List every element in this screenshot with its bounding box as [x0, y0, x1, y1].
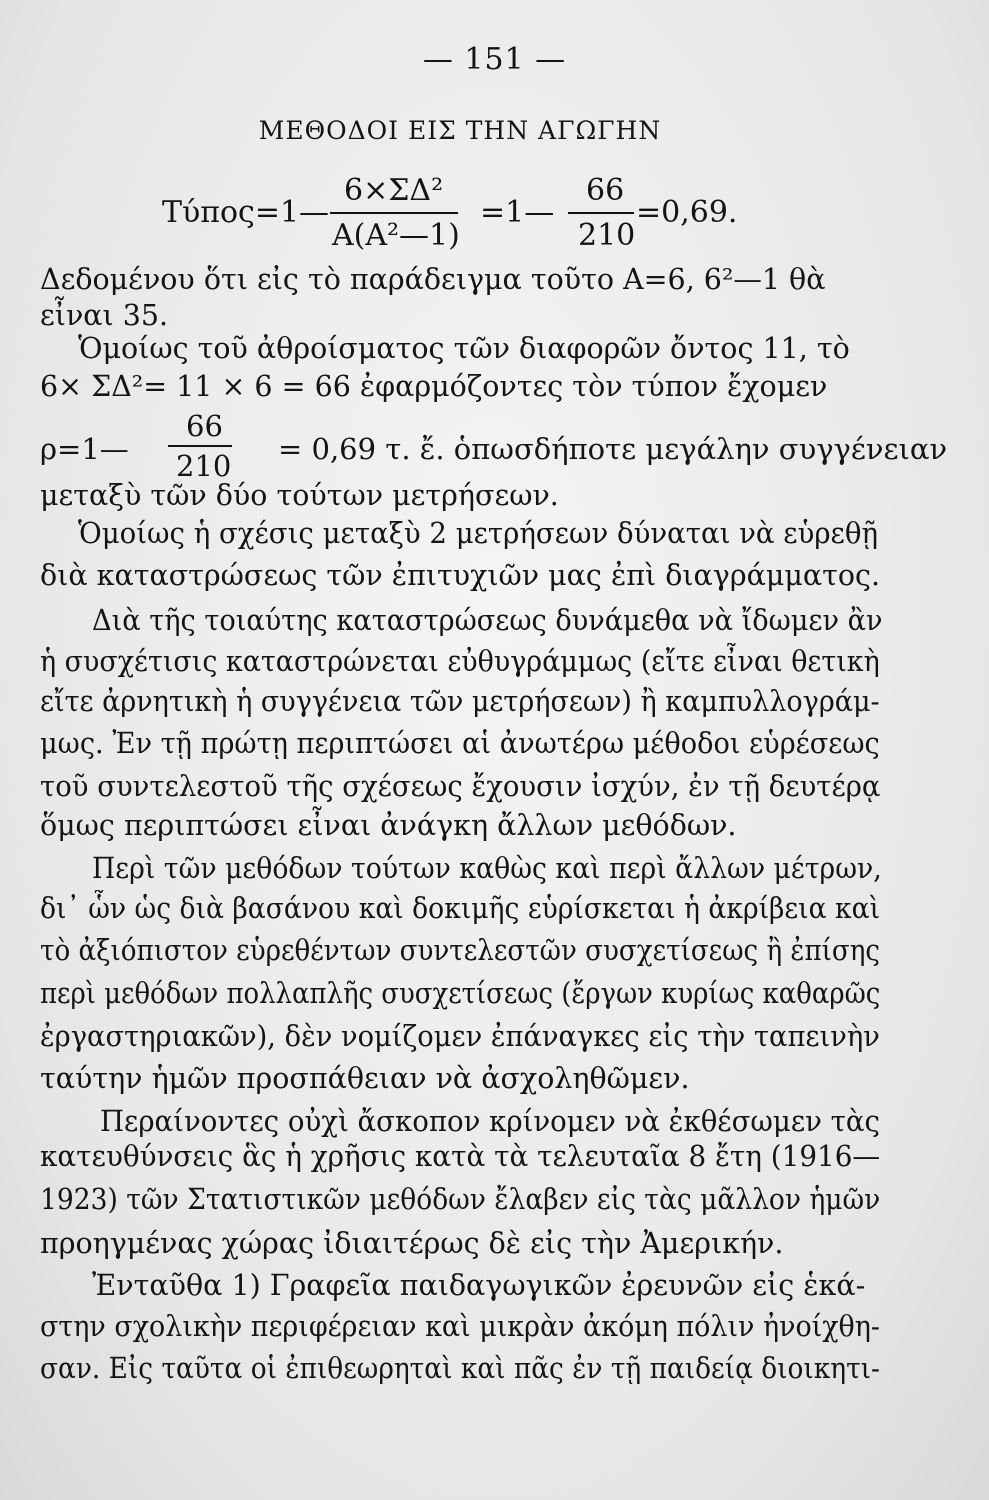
text-line: εἶναι 35. — [40, 299, 169, 332]
text-line: ἡ συσχέτισις καταστρώνεται εὐθυγράμμως (εἴτε εἶναι θετικὴ — [40, 645, 880, 678]
text-line: 1923) τῶν Στατιστικῶν μεθόδων ἔλαβεν εἰς τὰς μᾶλλον ἡμῶν — [40, 1183, 881, 1216]
fraction-bar — [330, 212, 458, 214]
fraction-bar-2 — [568, 212, 634, 214]
text-line: ἐργαστηριακῶν), δὲν νομίζομεν ἐπάναγκες εἰς τὴν ταπεινὴν — [40, 1020, 880, 1053]
formula-rho — [40, 405, 948, 485]
text-line: εἴτε ἀρνητικὴ ἡ συγγένεια τῶν μετρήσεων) ἢ καμπυλλογράμ- — [40, 685, 880, 718]
text-line: Δεδομένου ὅτι εἰς τὸ παράδειγμα τοῦτο Α=6, 6²—1 θὰ — [40, 263, 826, 296]
formula-numerator: 6×ΣΔ² — [344, 173, 444, 208]
text-line: στην σχολικὴν περιφέρειαν καὶ μικρὰν ἀκόμη πόλιν ἠνοίχθη- — [40, 1310, 880, 1343]
text-line: κατευθύνσεις ἃς ἡ χρῆσις κατὰ τὰ τελευταῖα 8 ἔτη (1916— — [40, 1140, 881, 1173]
formula-result: =0,69. — [636, 195, 738, 230]
text-line: τοῦ συντελεστοῦ τῆς σχέσεως ἔχουσιν ἰσχύν, ἐν τῇ δευτέρᾳ — [40, 770, 881, 803]
text-line: προηγμένας χώρας ἰδιαιτέρως δὲ εἰς τὴν Ἀμερικήν. — [40, 1227, 784, 1260]
formula-main — [162, 170, 882, 260]
rho-denominator: 210 — [176, 449, 232, 483]
text-line: Ἐνταῦθα 1) Γραφεῖα παιδαγωγικῶν ἐρευνῶν εἰς ἑκά- — [92, 1269, 866, 1302]
formula-numerator-2: 66 — [586, 173, 625, 208]
text-line: μεταξὺ τῶν δύο τούτων μετρήσεων. — [40, 479, 559, 512]
text-line: περὶ μεθόδων πολλαπλῆς συσχετίσεως (ἔργων κυρίως καθαρῶς — [40, 977, 881, 1010]
text-line: Περὶ τῶν μεθόδων τούτων καθὼς καὶ περὶ ἄλλων μέτρων, — [92, 852, 882, 885]
running-title: ΜΕΘΟΔΟΙ ΕΙΣ ΤΗΝ ΑΓΩΓΗΝ — [258, 116, 662, 145]
text-line: διὰ καταστρώσεως τῶν ἐπιτυχιῶν μας ἐπὶ διαγράμματος. — [40, 559, 881, 592]
text-line: ὅμως περιπτώσει εἶναι ἀνάγκη ἄλλων μεθόδων. — [40, 809, 737, 842]
text-line: τὸ ἀξιόπιστον εὑρεθέντων συντελεστῶν συσχετίσεως ἢ ἐπίσης — [40, 934, 881, 967]
text-line: Διὰ τῆς τοιαύτης καταστρώσεως δυνάμεθα νὰ ἴδωμεν ἂν — [92, 604, 883, 637]
formula-denominator: Α(Α²—1) — [332, 218, 460, 253]
formula-lhs: Τύπος=1— — [162, 195, 330, 230]
rho-lhs: ρ=1— — [40, 432, 129, 466]
rho-rest: = 0,69 τ. ἔ. ὁπωσδήποτε μεγάλην συγγένειαν — [278, 432, 948, 466]
rho-numerator: 66 — [186, 409, 223, 443]
text-line: μως. Ἐν τῇ πρώτῃ περιπτώσει αἱ ἀνωτέρω μέθοδοι εὑρέσεως — [40, 727, 880, 760]
text-line: Ὁμοίως ἡ σχέσις μεταξὺ 2 μετρήσεων δύναται νὰ εὑρεθῇ — [78, 517, 878, 550]
text-line: δι᾽ ὧν ὡς διὰ βασάνου καὶ δοκιμῆς εὑρίσκεται ἡ ἀκρίβεια καὶ — [40, 892, 881, 925]
fraction-bar-rho — [168, 445, 232, 447]
page-number: — 151 — — [422, 42, 567, 77]
formula-middle: =1— — [480, 195, 555, 230]
text-line: Ὁμοίως τοῦ ἀθροίσματος τῶν διαφορῶν ὄντος 11, τὸ — [78, 332, 850, 365]
text-line: 6× ΣΔ²= 11 × 6 = 66 ἐφαρμόζοντες τὸν τύπον ἔχομεν — [40, 370, 828, 403]
text-line: σαν. Εἰς ταῦτα οἱ ἐπιθεωρηταὶ καὶ πᾶς ἐν τῇ παιδείᾳ διοικητι- — [40, 1352, 880, 1385]
text-line: ταύτην ἡμῶν προσπάθειαν νὰ ἀσχοληθῶμεν. — [40, 1062, 690, 1095]
text-line: Περαίνοντες οὐχὶ ἄσκοπον κρίνομεν νὰ ἐκθέσωμεν τὰς — [100, 1105, 880, 1138]
formula-denominator-2: 210 — [578, 218, 636, 253]
